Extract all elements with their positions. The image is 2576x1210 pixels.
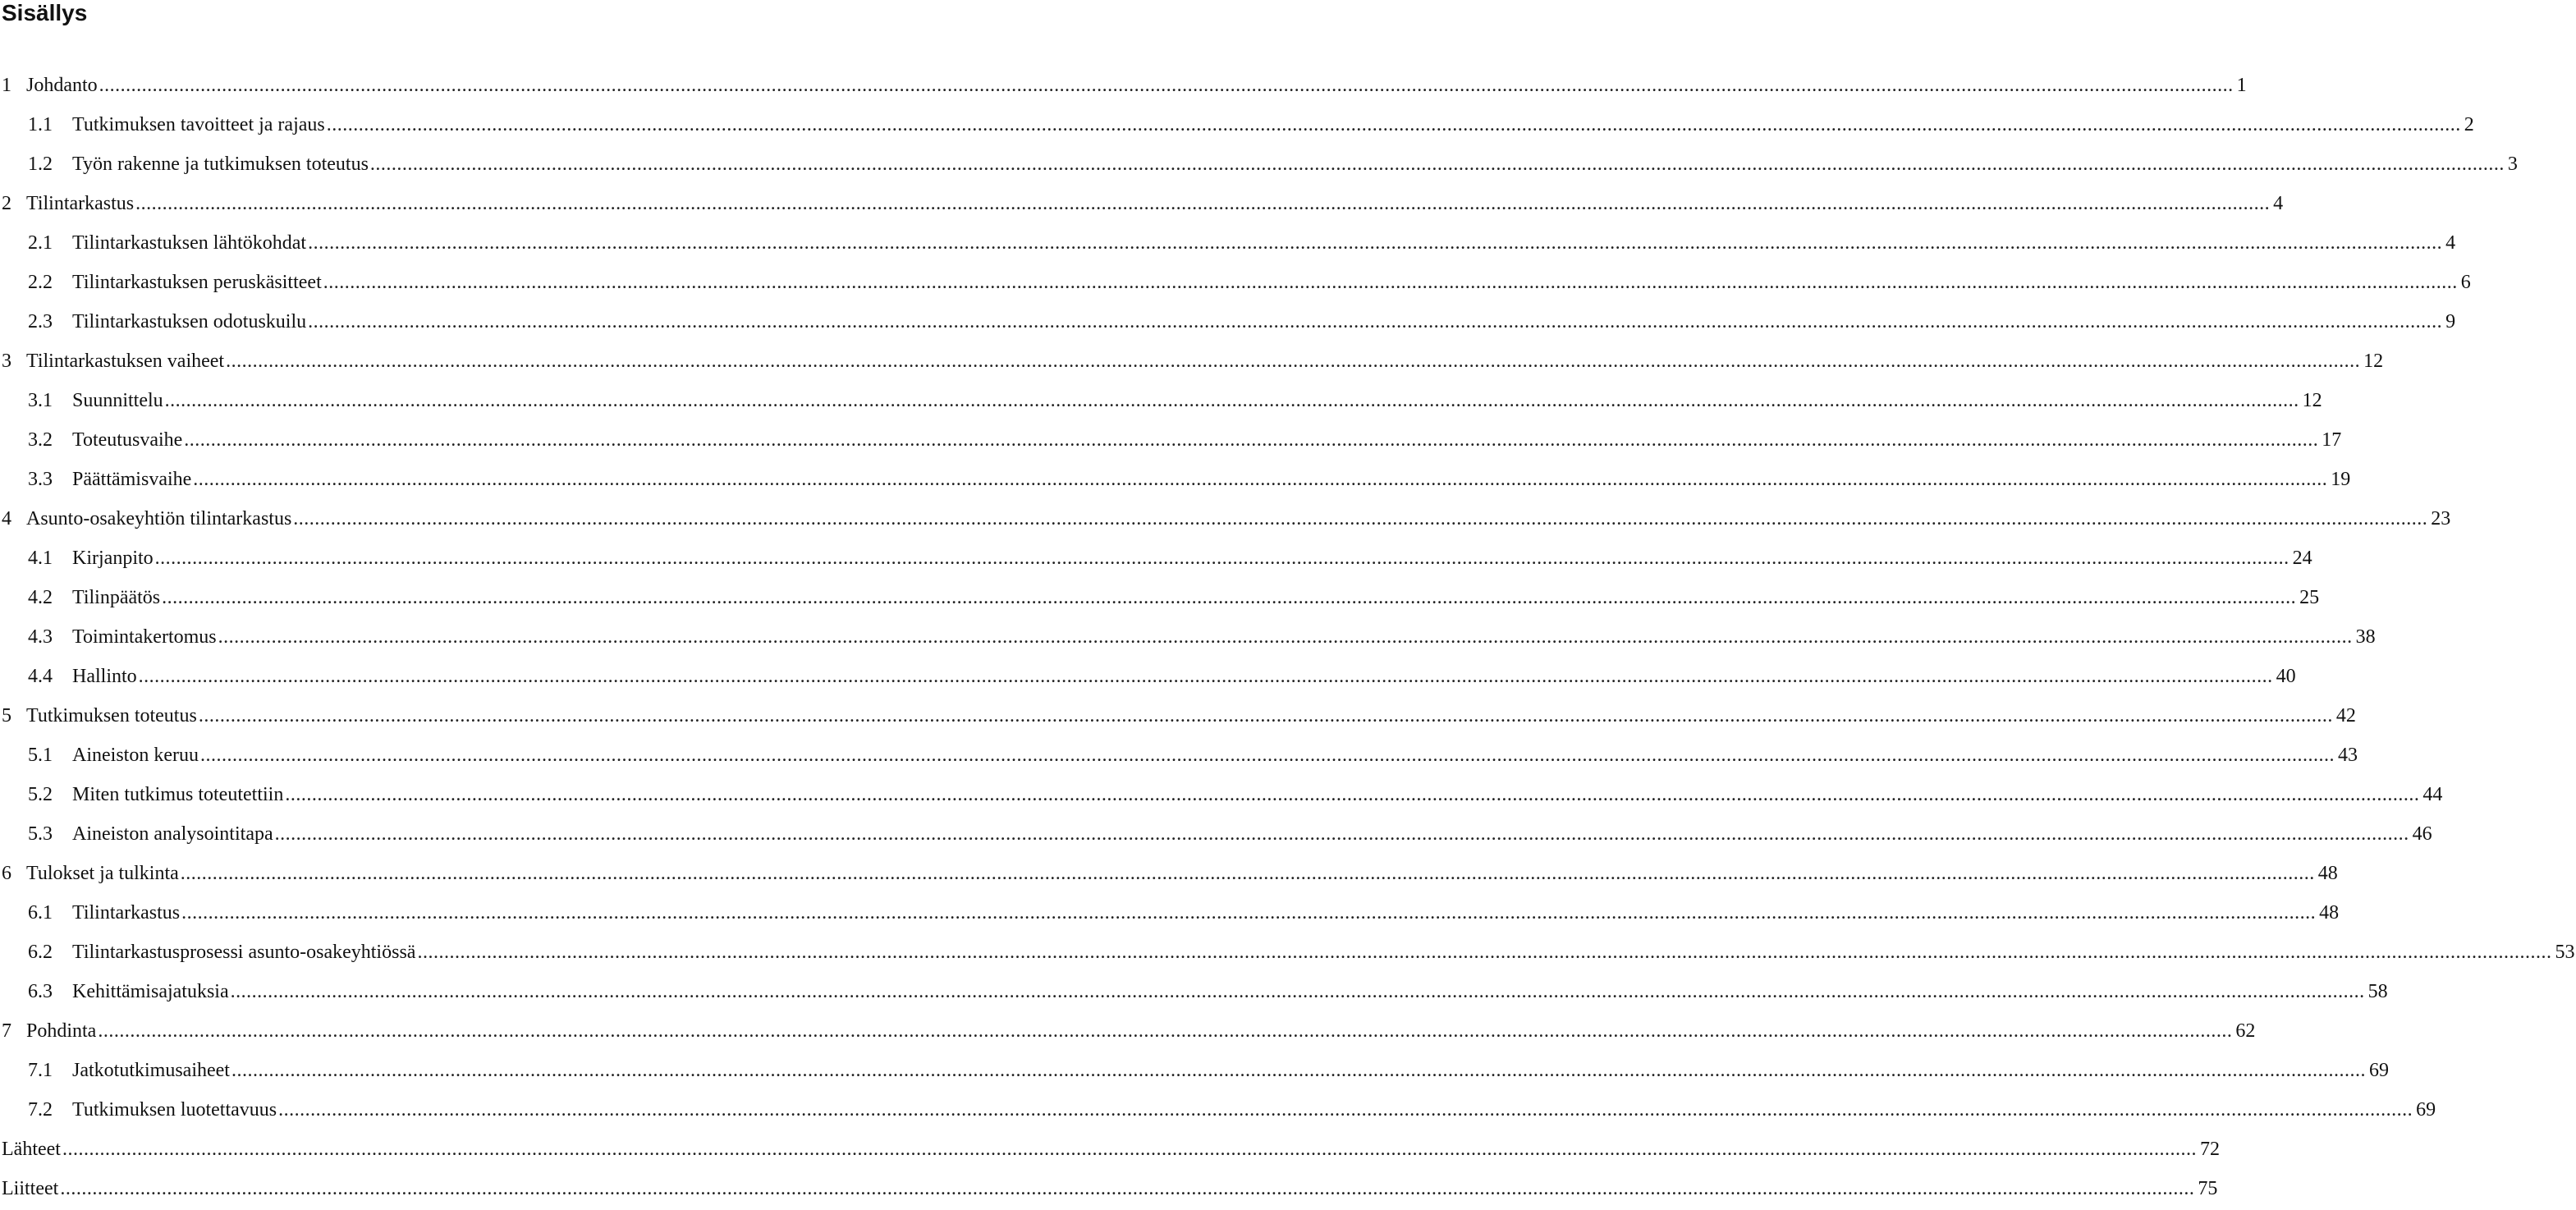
toc-entry[interactable] [0, 383, 2322, 422]
toc-entry[interactable] [0, 501, 2451, 540]
toc-entry-page-number[interactable]: 58 [2367, 981, 2388, 1002]
toc-entry[interactable] [0, 540, 2312, 580]
toc-entry[interactable] [0, 146, 2518, 186]
toc-entry[interactable] [0, 1052, 2389, 1092]
toc-entry-title[interactable]: Tutkimuksen tavoitteet ja rajaus [72, 114, 325, 135]
toc-entry-number: 4.1 [28, 548, 53, 569]
toc-entry-page-number[interactable]: 42 [2335, 705, 2356, 726]
toc-entry-title[interactable]: Aineiston analysointitapa [72, 823, 273, 845]
toc-entry-number: 5 [2, 705, 11, 726]
toc-entry-number: 1 [2, 75, 11, 96]
toc-entry[interactable] [0, 895, 2340, 934]
dot-leader: ................................................................................................................................................................................................................................................................................................................................................................................................................ [226, 351, 2361, 372]
toc-entry[interactable] [0, 304, 2456, 343]
toc-entry-number: 7.1 [28, 1060, 53, 1081]
toc-entry-page-number[interactable]: 23 [2431, 508, 2451, 529]
toc-entry-number: 4 [2, 508, 11, 529]
toc-entry-page-number[interactable]: 75 [2198, 1178, 2218, 1199]
toc-entry-title[interactable]: Tilintarkastus [72, 902, 181, 924]
dot-leader: ................................................................................................................................................................................................................................................................................................................................................................................................................ [162, 587, 2297, 608]
toc-entry-number: 3.3 [28, 469, 53, 490]
toc-entry-number: 4.3 [28, 626, 53, 648]
toc-entry-page-number[interactable]: 72 [2199, 1139, 2220, 1160]
dot-leader: ................................................................................................................................................................................................................................................................................................................................................................................................................ [199, 745, 2335, 766]
dot-leader: ................................................................................................................................................................................................................................................................................................................................................................................................................ [323, 272, 2458, 293]
dot-leader: ................................................................................................................................................................................................................................................................................................................................................................................................................ [184, 429, 2319, 451]
toc-entry-title[interactable]: Tilinpäätös [72, 587, 161, 608]
toc-entry-title[interactable]: Tilintarkastuksen lähtökohdat [72, 232, 307, 254]
dot-leader: ................................................................................................................................................................................................................................................................................................................................................................................................................ [308, 232, 2443, 254]
toc-entry-number: 2.1 [28, 232, 53, 254]
toc-entry-number: 1.2 [28, 154, 53, 175]
toc-entry-page-number[interactable]: 12 [2363, 351, 2384, 372]
toc-entry-number: 3.2 [28, 429, 53, 451]
toc-entry-title[interactable]: Liitteet [2, 1178, 59, 1199]
dot-leader: ................................................................................................................................................................................................................................................................................................................................................................................................................ [308, 311, 2443, 332]
dot-leader: ................................................................................................................................................................................................................................................................................................................................................................................................................ [60, 1178, 2195, 1199]
toc-entry-title[interactable]: Miten tutkimus toteutettiin [72, 784, 284, 805]
dot-leader: ................................................................................................................................................................................................................................................................................................................................................................................................................ [218, 626, 2353, 648]
toc-entry-number: 7 [2, 1020, 11, 1042]
toc-entry-number: 7.2 [28, 1099, 53, 1121]
page-title: Sisällys [2, 0, 88, 25]
dot-leader: ................................................................................................................................................................................................................................................................................................................................................................................................................ [99, 75, 2234, 96]
toc-entry-title[interactable]: Lähteet [2, 1139, 61, 1160]
toc-entry-number: 3 [2, 351, 11, 372]
toc-entry-number: 2.3 [28, 311, 53, 332]
toc-entry[interactable] [0, 461, 2351, 501]
toc-entry-number: 5.3 [28, 823, 53, 845]
toc-entry-number: 2 [2, 193, 11, 214]
toc-entry[interactable] [0, 934, 2575, 974]
dot-leader: ................................................................................................................................................................................................................................................................................................................................................................................................................ [417, 942, 2552, 963]
toc-entry-page-number[interactable]: 48 [2319, 902, 2340, 924]
toc-entry-title[interactable]: Tilintarkastuksen odotuskuilu [72, 311, 307, 332]
toc-entry[interactable] [0, 698, 2356, 737]
toc-entry-page-number[interactable]: 69 [2368, 1060, 2389, 1081]
toc-entry[interactable] [0, 855, 2338, 895]
toc-entry-title[interactable]: Toimintakertomus [72, 626, 217, 648]
toc-entry[interactable] [0, 737, 2358, 777]
toc-entry[interactable] [0, 1171, 2218, 1210]
dot-leader: ................................................................................................................................................................................................................................................................................................................................................................................................................ [198, 705, 2333, 726]
toc-entry-page-number[interactable]: 46 [2412, 823, 2432, 845]
toc-entry-title[interactable]: Tutkimuksen toteutus [26, 705, 197, 726]
toc-entry-page-number[interactable]: 48 [2317, 863, 2338, 884]
toc-entry[interactable] [0, 619, 2376, 658]
toc-entry-number: 3.1 [28, 390, 53, 411]
dot-leader: ................................................................................................................................................................................................................................................................................................................................................................................................................ [180, 863, 2315, 884]
toc-entry-number: 4.4 [28, 666, 53, 687]
dot-leader: ................................................................................................................................................................................................................................................................................................................................................................................................................ [231, 1060, 2366, 1081]
toc-entry-page-number[interactable]: 44 [2422, 784, 2443, 805]
dot-leader: ................................................................................................................................................................................................................................................................................................................................................................................................................ [154, 548, 2290, 569]
toc-entry[interactable] [0, 107, 2474, 146]
toc-entry-page-number[interactable]: 38 [2355, 626, 2376, 648]
toc-entry-title[interactable]: Tilintarkastuksen peruskäsitteet [72, 272, 322, 293]
toc-entry-number: 6.1 [28, 902, 53, 924]
toc-entry-number: 1.1 [28, 114, 53, 135]
toc-entry-page-number[interactable]: 62 [2235, 1020, 2256, 1042]
toc-entry-page-number[interactable]: 2 [2464, 114, 2474, 135]
toc-entry-number: 4.2 [28, 587, 53, 608]
toc-entry[interactable] [0, 777, 2443, 816]
toc-entry-title[interactable]: Tilintarkastusprosessi asunto-osakeyhtiössä [72, 942, 416, 963]
toc-entry-page-number[interactable]: 9 [2445, 311, 2456, 332]
toc-entry-page-number[interactable]: 17 [2322, 429, 2342, 451]
toc-entry[interactable] [0, 422, 2342, 461]
toc-entry[interactable] [0, 974, 2388, 1013]
toc-entry-number: 5.2 [28, 784, 53, 805]
dot-leader: ................................................................................................................................................................................................................................................................................................................................................................................................................ [230, 981, 2365, 1002]
toc-entry-page-number[interactable]: 6 [2460, 272, 2471, 293]
toc-entry-page-number[interactable]: 69 [2416, 1099, 2436, 1121]
toc-entry-number: 6.2 [28, 942, 53, 963]
toc-entry-page-number[interactable]: 1 [2236, 75, 2247, 96]
dot-leader: ................................................................................................................................................................................................................................................................................................................................................................................................................ [181, 902, 2317, 924]
toc-entry-number: 6.3 [28, 981, 53, 1002]
toc-entry-title[interactable]: Päättämisvaihe [72, 469, 192, 490]
toc-entry-title[interactable]: Kirjanpito [72, 548, 154, 569]
dot-leader: ................................................................................................................................................................................................................................................................................................................................................................................................................ [326, 114, 2461, 135]
toc-entry-title[interactable]: Asunto-osakeyhtiön tilintarkastus [26, 508, 292, 529]
toc-entry-number: 6 [2, 863, 11, 884]
toc-entry-page-number[interactable]: 24 [2292, 548, 2312, 569]
toc-entry-page-number[interactable]: 12 [2302, 390, 2322, 411]
toc-entry-title[interactable]: Työn rakenne ja tutkimuksen toteutus [72, 154, 369, 175]
toc-entry[interactable] [0, 658, 2296, 698]
toc-entry-title[interactable]: Aineiston keruu [72, 745, 199, 766]
toc-entry[interactable] [0, 186, 2284, 225]
dot-leader: ................................................................................................................................................................................................................................................................................................................................................................................................................ [285, 784, 2420, 805]
toc-entry-title[interactable]: Tulokset ja tulkinta [26, 863, 179, 884]
dot-leader: ................................................................................................................................................................................................................................................................................................................................................................................................................ [135, 193, 2271, 214]
table-of-contents [0, 67, 2575, 1210]
toc-entry-title[interactable]: Johdanto [26, 75, 98, 96]
dot-leader: ................................................................................................................................................................................................................................................................................................................................................................................................................ [293, 508, 2428, 529]
toc-entry-title[interactable]: Hallinto [72, 666, 137, 687]
dot-leader: ................................................................................................................................................................................................................................................................................................................................................................................................................ [98, 1020, 2233, 1042]
toc-entry[interactable] [0, 67, 2247, 107]
toc-entry-page-number[interactable]: 19 [2331, 469, 2351, 490]
toc-entry[interactable] [0, 225, 2456, 264]
dot-leader: ................................................................................................................................................................................................................................................................................................................................................................................................................ [193, 469, 2328, 490]
dot-leader: ................................................................................................................................................................................................................................................................................................................................................................................................................ [369, 154, 2505, 175]
toc-entry[interactable] [0, 264, 2471, 304]
toc-entry-title[interactable]: Suunnittelu [72, 390, 163, 411]
toc-entry-page-number[interactable]: 4 [2445, 232, 2456, 254]
toc-entry[interactable] [0, 580, 2320, 619]
toc-entry-page-number[interactable]: 53 [2555, 942, 2575, 963]
toc-entry-title[interactable]: Pohdinta [26, 1020, 97, 1042]
toc-entry[interactable] [0, 816, 2432, 855]
toc-entry-page-number[interactable]: 43 [2337, 745, 2358, 766]
toc-entry-page-number[interactable]: 25 [2299, 587, 2320, 608]
toc-entry[interactable] [0, 1013, 2256, 1052]
toc-entry-title[interactable]: Jatkotutkimusaiheet [72, 1060, 230, 1081]
dot-leader: ................................................................................................................................................................................................................................................................................................................................................................................................................ [164, 390, 2299, 411]
dot-leader: ................................................................................................................................................................................................................................................................................................................................................................................................................ [62, 1139, 2197, 1160]
dot-leader: ................................................................................................................................................................................................................................................................................................................................................................................................................ [278, 1099, 2413, 1121]
toc-entry-number: 5.1 [28, 745, 53, 766]
toc-entry[interactable] [0, 1131, 2220, 1171]
dot-leader: ................................................................................................................................................................................................................................................................................................................................................................................................................ [138, 666, 2273, 687]
toc-entry-page-number[interactable]: 3 [2507, 154, 2518, 175]
toc-entry-page-number[interactable]: 4 [2273, 193, 2284, 214]
toc-entry-title[interactable]: Kehittämisajatuksia [72, 981, 229, 1002]
toc-entry-title[interactable]: Tilintarkastuksen vaiheet [26, 351, 225, 372]
toc-entry-page-number[interactable]: 40 [2276, 666, 2296, 687]
toc-entry-title[interactable]: Toteutusvaihe [72, 429, 183, 451]
toc-entry-title[interactable]: Tilintarkastus [26, 193, 135, 214]
toc-entry-title[interactable]: Tutkimuksen luotettavuus [72, 1099, 277, 1121]
toc-entry[interactable] [0, 1092, 2436, 1131]
dot-leader: ................................................................................................................................................................................................................................................................................................................................................................................................................ [274, 823, 2409, 845]
toc-entry-number: 2.2 [28, 272, 53, 293]
toc-entry[interactable] [0, 343, 2384, 383]
